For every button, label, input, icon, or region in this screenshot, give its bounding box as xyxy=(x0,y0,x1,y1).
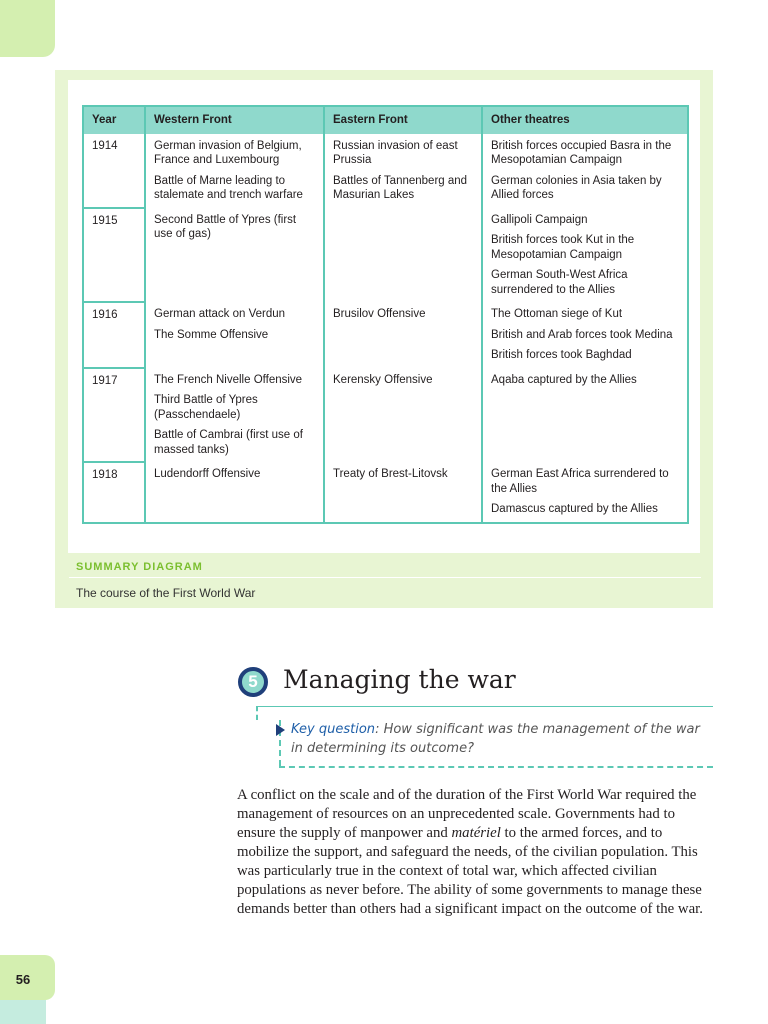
event-entry: Ludendorff Offensive xyxy=(154,468,261,480)
event-entry: Battles of Tannenberg and Masurian Lakes xyxy=(333,174,468,201)
event-entry: The French Nivelle Offensive xyxy=(154,373,303,386)
event-entry: Third Battle of Ypres (Passchendaele) xyxy=(154,394,258,421)
summary-diagram-panel xyxy=(55,70,713,608)
other-theatres-cell xyxy=(482,368,688,463)
year-cell: 1918 xyxy=(83,462,145,523)
event-entry: Treaty of Brest-Litovsk xyxy=(333,468,448,480)
corner-tab xyxy=(0,0,55,57)
title-underline xyxy=(256,706,713,707)
event-entry: Aqaba captured by the Allies xyxy=(491,373,637,386)
other-theatres-cell xyxy=(482,134,688,208)
section-number-badge: 5 xyxy=(238,667,268,697)
event-entry: The Somme Offensive xyxy=(154,328,269,341)
bottom-strip xyxy=(0,1000,46,1024)
header-western-front: Western Front xyxy=(145,106,324,134)
event-entry: Battle of Marne leading to stalemate and trench warfare xyxy=(154,174,303,201)
western-front-cell xyxy=(145,368,324,463)
body-emphasis: matériel xyxy=(451,825,501,841)
western-front-cell xyxy=(145,462,324,523)
summary-label: SUMMARY DIAGRAM xyxy=(76,561,203,573)
event-entry: Brusilov Offensive xyxy=(333,308,426,320)
other-theatres-cell xyxy=(482,208,688,303)
table-header-row xyxy=(83,106,688,134)
table-card xyxy=(68,80,700,553)
summary-divider xyxy=(69,577,701,578)
eastern-front-cell xyxy=(324,462,482,523)
event-entry: British forces occupied Basra in the Mesopotamian Campaign xyxy=(491,139,672,166)
header-eastern-front: Eastern Front xyxy=(324,106,482,134)
event-entry: Battle of Cambrai (first use of massed tanks) xyxy=(154,429,303,456)
other-theatres-cell xyxy=(482,302,688,368)
year-cell: 1915 xyxy=(83,208,145,303)
eastern-front-cell xyxy=(324,302,482,368)
western-front-cell xyxy=(145,134,324,208)
event-entry: Damascus captured by the Allies xyxy=(491,503,658,515)
event-entry: German South-West Africa surrendered to the Allies xyxy=(491,269,628,296)
western-front-cell xyxy=(145,302,324,368)
event-entry: British and Arab forces took Medina xyxy=(491,328,673,341)
eastern-front-cell xyxy=(324,208,482,303)
body-text-part1: A conflict on the scale and of the duration of the First World War required the management of resources on an unprecedented scale. Governments had to ensure the supply of manpower and xyxy=(237,787,697,841)
event-entry: Second Battle of Ypres (first use of gas) xyxy=(154,213,297,240)
other-theatres-cell xyxy=(482,462,688,523)
event-entry: Kerensky Offensive xyxy=(333,373,433,386)
table-row xyxy=(83,462,688,523)
event-entry: Russian invasion of east Prussia xyxy=(333,139,458,166)
key-question-label: Key question xyxy=(291,722,376,737)
year-cell: 1916 xyxy=(83,302,145,368)
event-entry: German colonies in Asia taken by Allied forces xyxy=(491,174,662,201)
year-cell: 1914 xyxy=(83,134,145,208)
event-entry: German invasion of Belgium, France and Luxembourg xyxy=(154,139,302,166)
eastern-front-cell xyxy=(324,368,482,463)
key-question xyxy=(291,720,701,758)
page-number: 56 xyxy=(15,972,31,987)
year-cell: 1917 xyxy=(83,368,145,463)
table-row xyxy=(83,302,688,368)
event-entry: German attack on Verdun xyxy=(154,308,286,320)
table-row xyxy=(83,368,688,463)
key-question-text: : How significant was the management of the war in determining its outcome? xyxy=(291,722,700,756)
header-other-theatres: Other theatres xyxy=(482,106,688,134)
body-text-part2: to the armed forces, and to mobilize the support, and safeguard the needs, of the civilian population. This was particularly true in the context of total war, which affected civilian populations as never before. The ability of some governments to manage these demands better than others had a significant impact on the outcome of the war. xyxy=(237,825,703,917)
triangle-arrow-icon xyxy=(276,724,285,736)
event-entry: British forces took Baghdad xyxy=(491,349,632,361)
summary-caption: The course of the First World War xyxy=(76,586,256,600)
event-entry: The Ottoman siege of Kut xyxy=(491,308,623,320)
table-row xyxy=(83,134,688,208)
key-question-dashed-bottom xyxy=(279,766,713,768)
event-entry: British forces took Kut in the Mesopotamian Campaign xyxy=(491,234,635,261)
table-body xyxy=(83,134,688,523)
body-paragraph xyxy=(237,786,713,919)
dashed-connector xyxy=(256,706,258,720)
header-year: Year xyxy=(83,106,145,134)
eastern-front-cell xyxy=(324,134,482,208)
table-row xyxy=(83,208,688,303)
event-entry: German East Africa surrendered to the Allies xyxy=(491,468,669,495)
section-title: Managing the war xyxy=(283,665,516,694)
western-front-cell xyxy=(145,208,324,303)
war-timeline-table xyxy=(82,105,689,524)
event-entry: Gallipoli Campaign xyxy=(491,213,588,226)
